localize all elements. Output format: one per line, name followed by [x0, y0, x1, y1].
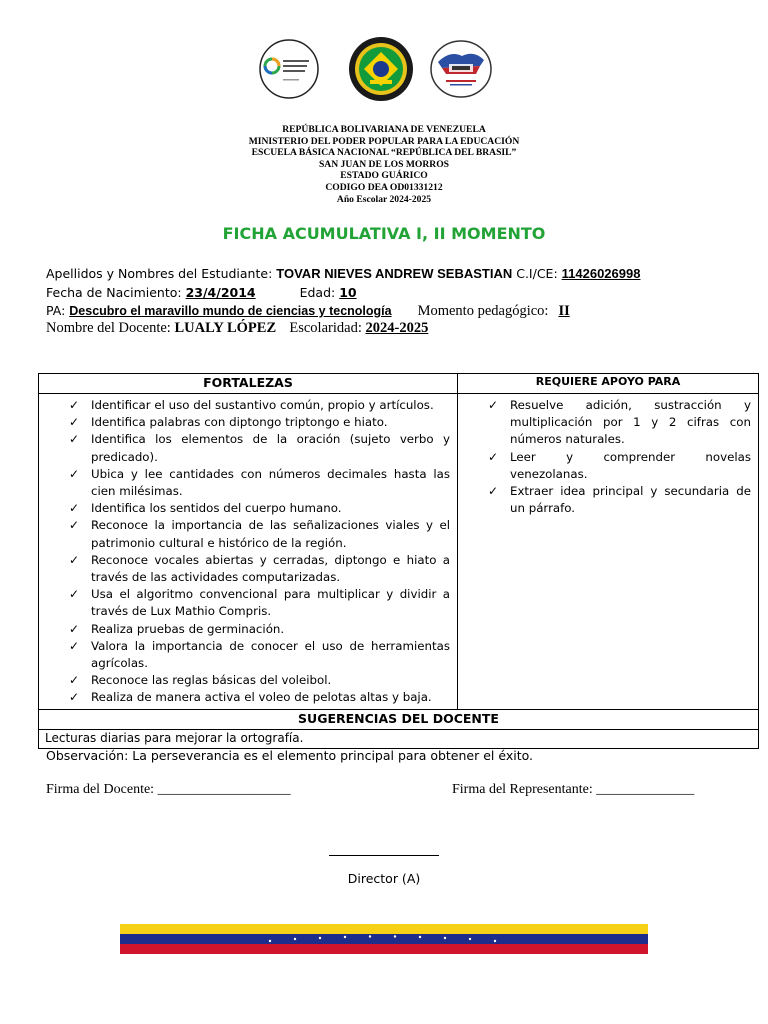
fortalezas-header: FORTALEZAS: [39, 374, 458, 394]
list-item: ✓ Identifica palabras con diptongo triptongo e hiato.: [46, 414, 450, 431]
assessment-table: [38, 373, 759, 749]
project-title: Descubro el maravillo mundo de ciencias y tecnología: [69, 304, 392, 318]
teacher-label: Nombre del Docente:: [46, 320, 171, 336]
ministry-logo-icon: [258, 38, 320, 100]
momento-label: Momento pedagógico:: [417, 303, 549, 319]
escolaridad-label: Escolaridad:: [289, 320, 362, 336]
sugerencias-text: Lecturas diarias para mejorar la ortografía.: [39, 730, 759, 749]
header-line: REPÚBLICA BOLIVARIANA DE VENEZUELA: [282, 124, 486, 135]
apoyo-header: REQUIERE APOYO PARA: [458, 374, 759, 394]
header-line: Año Escolar 2024-2025: [336, 193, 432, 205]
dob-label: Fecha de Nacimiento:: [46, 285, 182, 300]
student-dob: 23/4/2014: [185, 285, 256, 300]
age-label: Edad:: [299, 285, 336, 300]
student-name: TOVAR NIEVES ANDREW SEBASTIAN: [276, 266, 513, 281]
zeg-logo-icon: [430, 40, 492, 98]
pa-row: [46, 303, 576, 320]
page-title: FICHA ACUMULATIVA I, II MOMENTO: [222, 224, 546, 243]
fortalezas-cell: [39, 394, 458, 710]
apoyo-list: [459, 395, 757, 517]
name-label: Apellidos y Nombres del Estudiante:: [46, 266, 273, 281]
header-line: ESTADO GUÁRICO: [340, 170, 428, 182]
header-line: SAN JUAN DE LOS MORROS: [318, 158, 450, 170]
director-signature-line: [329, 855, 439, 856]
header-line: CODIGO DEA OD01331212: [325, 181, 443, 193]
list-item: ✓ Usa el algoritmo convencional para multiplicar y dividir a través de Lux Mathio Compris.: [46, 586, 450, 620]
list-item: ✓ Valora la importancia de conocer el uso de herramientas agrícolas.: [46, 638, 450, 672]
school-seal-icon: [348, 36, 414, 102]
list-item: ✓ Reconoce las reglas básicas del voleibol.: [46, 672, 450, 689]
list-item: ✓ Reconoce la importancia de las señalizaciones viales y el patrimonio cultural e histórico de la región.: [46, 517, 450, 551]
teacher-signature: Firma del Docente: ___________________: [46, 782, 291, 797]
pa-label: PA:: [46, 303, 66, 318]
dob-row: [46, 285, 357, 300]
logo-row: [0, 36, 768, 106]
escolaridad-value: 2024-2025: [365, 320, 429, 336]
list-item: ✓ Identificar el uso del sustantivo común, propio y artículos.: [46, 397, 450, 414]
header-line: ESCUELA BÁSICA NACIONAL “REPÚBLICA DEL BRASIL”: [251, 147, 517, 159]
student-name-row: [46, 266, 640, 281]
director-label: Director (A): [347, 871, 421, 886]
list-item: ✓ Leer y comprender novelas venezolanas.: [465, 449, 751, 483]
apoyo-cell: [458, 394, 759, 710]
student-ci: 11426026998: [561, 266, 641, 281]
sugerencias-header: SUGERENCIAS DEL DOCENTE: [39, 710, 759, 730]
momento-value: II: [558, 303, 570, 319]
venezuela-flag-icon: [120, 924, 648, 954]
representative-signature: Firma del Representante: ______________: [452, 782, 695, 797]
header-line: MINISTERIO DEL PODER POPULAR PARA LA EDUCACIÓN: [248, 135, 520, 147]
observation-text: Observación: La perseverancia es el elemento principal para obtener el éxito.: [46, 748, 534, 763]
list-item: ✓ Realiza pruebas de germinación.: [46, 621, 450, 638]
teacher-name: LUALY LÓPEZ: [174, 320, 277, 336]
list-item: ✓ Resuelve adición, sustracción y multiplicación por 1 y 2 cifras con números naturales.: [465, 397, 751, 449]
student-age: 10: [339, 285, 357, 300]
fortalezas-list: [40, 395, 456, 707]
list-item: ✓ Ubica y lee cantidades con números decimales hasta las cien milésimas.: [46, 466, 450, 500]
institution-header: [0, 124, 768, 205]
ci-label: C.I/CE:: [516, 266, 558, 281]
teacher-row: [46, 320, 428, 337]
list-item: ✓ Identifica los elementos de la oración (sujeto verbo y predicado).: [46, 431, 450, 465]
list-item: ✓ Realiza de manera activa el voleo de pelotas altas y baja.: [46, 689, 450, 706]
list-item: ✓ Extraer idea principal y secundaria de un párrafo.: [465, 483, 751, 517]
list-item: ✓ Identifica los sentidos del cuerpo humano.: [46, 500, 450, 517]
list-item: ✓ Reconoce vocales abiertas y cerradas, diptongo e hiato a través de las actividades computarizadas.: [46, 552, 450, 586]
